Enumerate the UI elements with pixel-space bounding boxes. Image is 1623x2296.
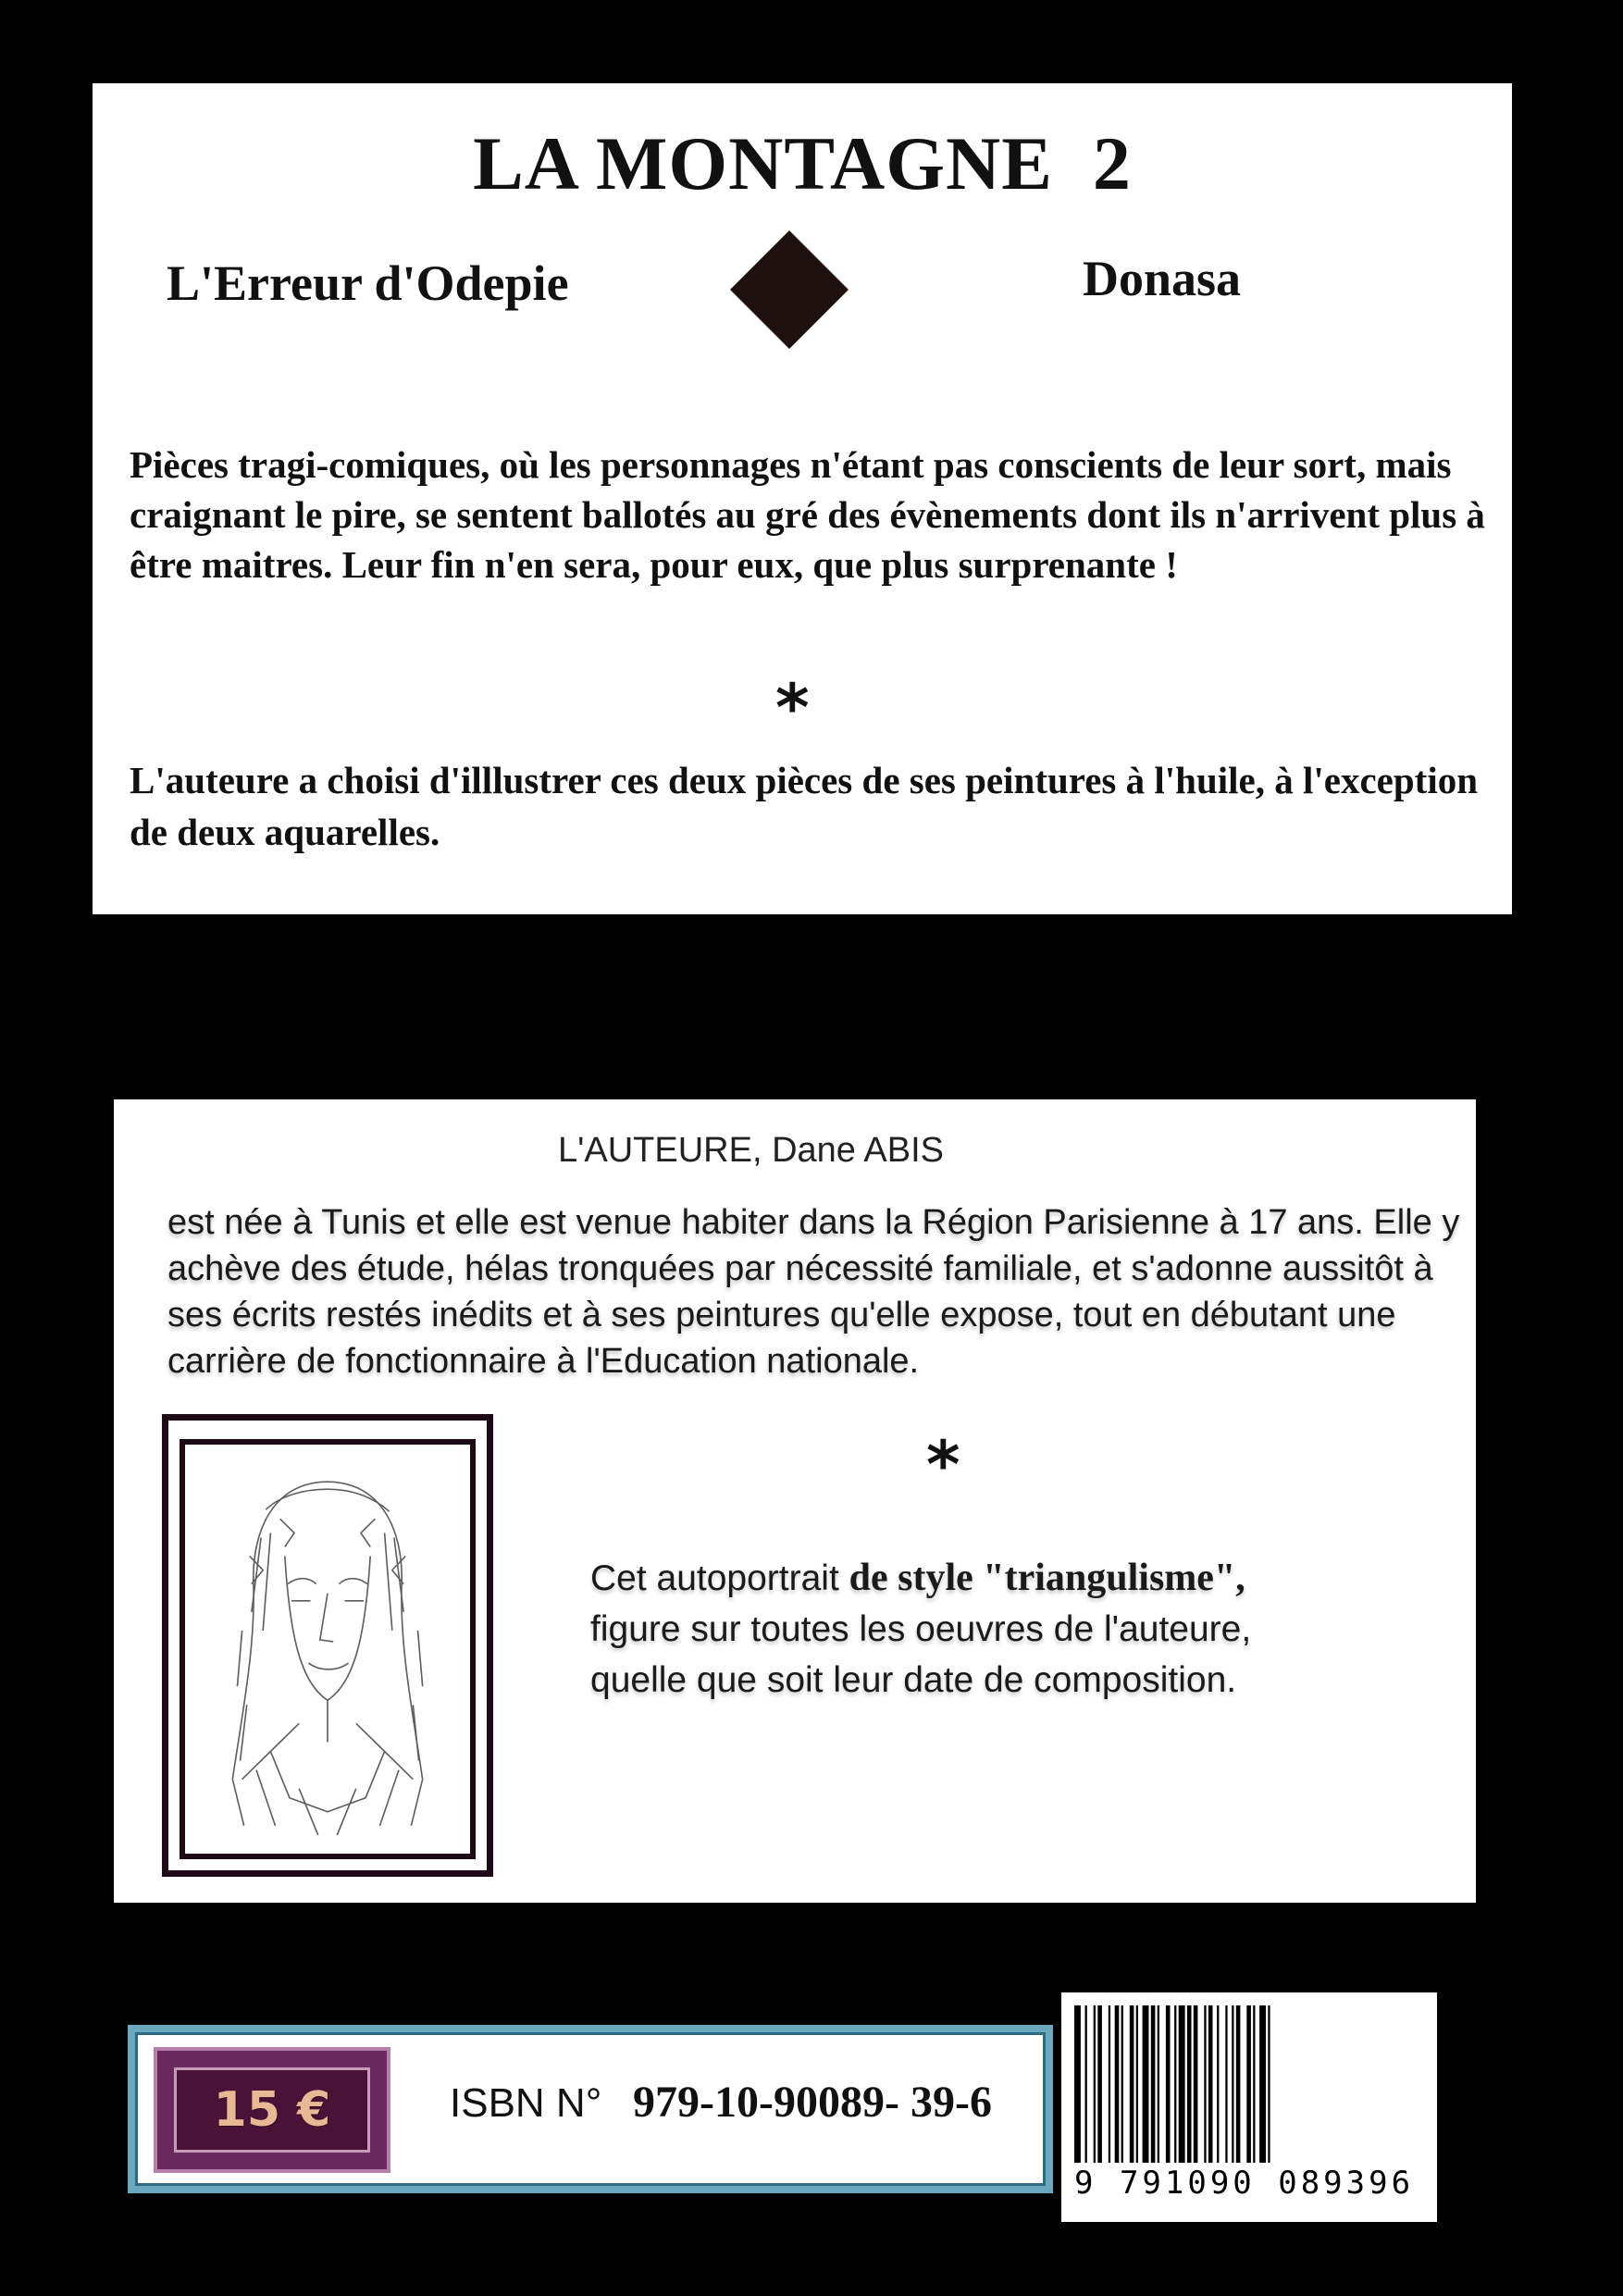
barcode-bar	[1259, 2005, 1266, 2163]
barcode-bar	[1204, 2005, 1206, 2163]
portrait-caption	[590, 1553, 1423, 1706]
barcode-bar	[1109, 2005, 1110, 2163]
barcode-bar	[1253, 2005, 1255, 2163]
barcode-icon	[1071, 2005, 1428, 2163]
asterisk-divider: *	[775, 670, 810, 746]
barcode-bar	[1174, 2005, 1176, 2163]
barcode-bar	[1130, 2005, 1134, 2163]
diamond-icon	[727, 228, 851, 352]
price-badge	[154, 2047, 390, 2173]
cover-summary-panel	[93, 83, 1512, 914]
barcode-bar	[1187, 2005, 1192, 2163]
barcode-bar	[1121, 2005, 1123, 2163]
barcode-bar	[1217, 2005, 1219, 2163]
barcode-digits: 9 791090 089396	[1074, 2165, 1415, 2202]
summary-text: Pièces tragi-comiques, où les personnages n'étant pas conscients de leur sort, mais craignant le pire, se sentent ballotés au gré des évènements dont ils n'arrivent plus à être maitres. Leur fin n'en sera, pour eux, que plus surprenante !	[130, 443, 1485, 586]
barcode-bar	[1225, 2005, 1227, 2163]
play-title-one: L'Erreur d'Odepie	[167, 255, 569, 311]
barcode-bar	[1166, 2005, 1171, 2163]
self-portrait-sketch-icon	[180, 1439, 476, 1859]
isbn-label: ISBN N°	[450, 2080, 602, 2126]
barcode-bar	[1074, 2005, 1081, 2163]
barcode-bar	[1194, 2005, 1198, 2163]
author-bio-panel	[114, 1099, 1476, 1903]
barcode-bar	[1143, 2005, 1149, 2163]
barcode-bar	[1094, 2005, 1096, 2163]
barcode-bar	[1115, 2005, 1120, 2163]
barcode-bar	[1085, 2005, 1087, 2163]
play-title-two: Donasa	[1083, 251, 1242, 306]
barcode-bar	[1246, 2005, 1251, 2163]
book-title: LA MONTAGNE 2	[473, 121, 1132, 205]
barcode-bar	[1208, 2005, 1213, 2163]
caption-style-name: de style "triangulisme",	[849, 1557, 1245, 1599]
author-heading: L'AUTEURE, Dane ABIS	[558, 1131, 944, 1170]
barcode-bar	[1151, 2005, 1156, 2163]
barcode-bar	[1158, 2005, 1159, 2163]
barcode-bar	[1097, 2005, 1102, 2163]
price-isbn-bar	[128, 2025, 1053, 2193]
caption-part1: Cet autoportrait	[590, 1558, 849, 1598]
price-label: 15 €	[213, 2082, 331, 2138]
barcode	[1061, 1992, 1437, 2222]
isbn-number: 979-10-90089- 39-6	[633, 2078, 992, 2127]
barcode-bar	[1136, 2005, 1138, 2163]
author-bio-text: est née à Tunis et elle est venue habiter dans la Région Parisienne à 17 ans. Elle y achève des étude, hélas tronquées par nécessité familiale, et s'adonne aussitôt à ses écrits restés inédits et à ses peintures qu'elle expose, tout en débutant une carrière de fonctionnaire à l'Education nationale.	[167, 1203, 1460, 1381]
barcode-bar	[1179, 2005, 1185, 2163]
caption-line3: quelle que soit leur date de composition.	[590, 1660, 1237, 1700]
self-portrait-frame	[162, 1414, 493, 1877]
illustration-note: L'auteure a choisi d'illlustrer ces deux pièces de ses peintures à l'huile, à l'exception de deux aquarelles.	[130, 759, 1479, 853]
price-badge-inner	[174, 2067, 370, 2153]
caption-line2: figure sur toutes les oeuvres de l'auteure,	[590, 1609, 1252, 1649]
barcode-bar	[1236, 2005, 1241, 2163]
asterisk-divider: *	[926, 1427, 960, 1503]
barcode-bar	[1268, 2005, 1270, 2163]
barcode-bar	[1232, 2005, 1233, 2163]
